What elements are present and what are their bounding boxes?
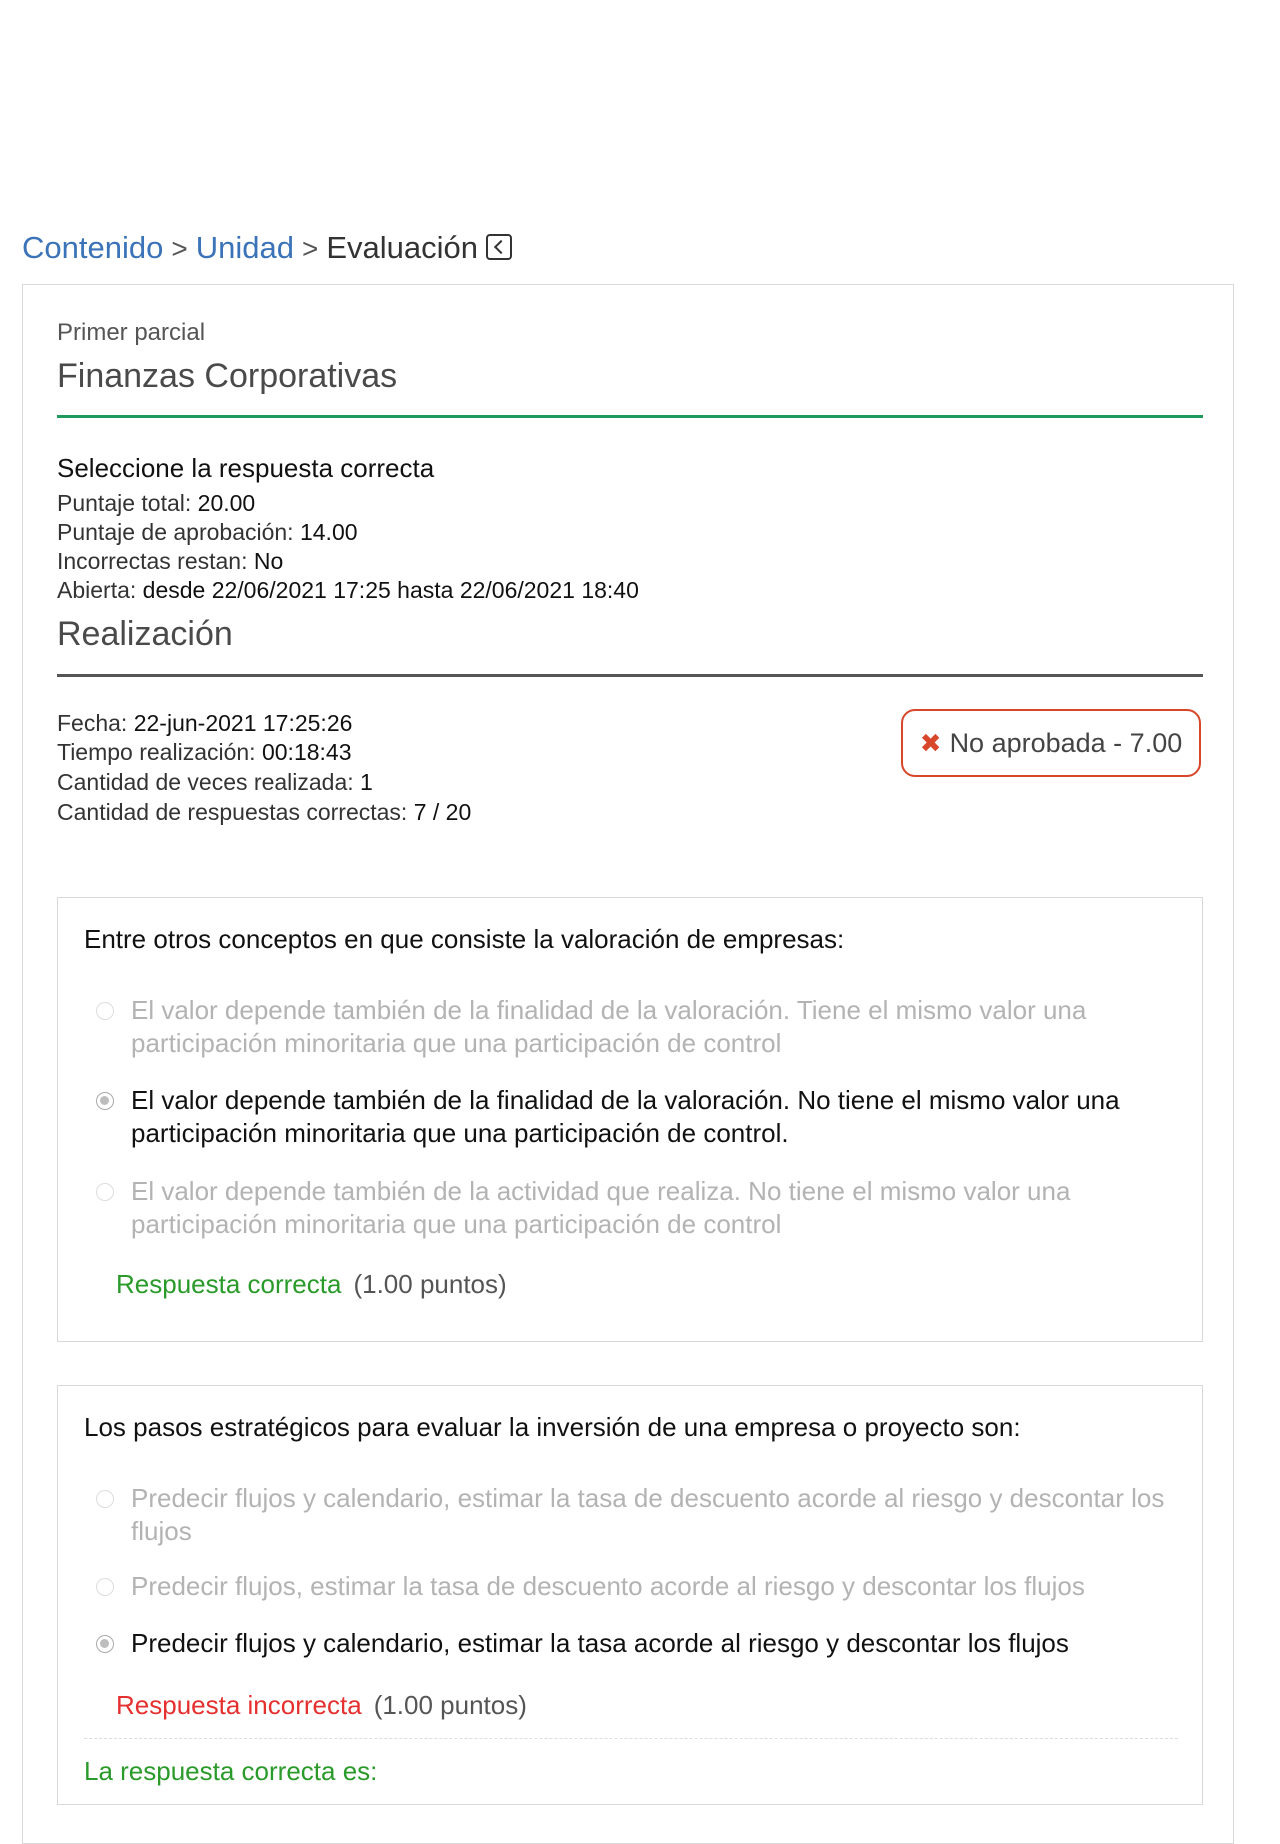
answer-option[interactable] xyxy=(96,1627,1176,1660)
negative-marking-value: No xyxy=(253,548,284,574)
points-label: (1.00 puntos) xyxy=(373,1690,527,1720)
divider xyxy=(57,415,1203,418)
status-badge xyxy=(901,709,1201,777)
attempt-duration xyxy=(57,739,352,766)
radio-button[interactable] xyxy=(96,1578,114,1596)
question-text: Los pasos estratégicos para evaluar la inversión de una empresa o proyecto son: xyxy=(84,1412,1021,1442)
radio-button[interactable] xyxy=(96,1183,114,1201)
section-title: Realización xyxy=(57,615,233,653)
answer-option[interactable] xyxy=(96,1570,1176,1603)
radio-button[interactable] xyxy=(96,1635,114,1653)
correct-count-value: 7 / 20 xyxy=(413,799,472,825)
answer-option[interactable] xyxy=(96,994,1176,1060)
attempt-date-value: 22-jun-2021 17:25:26 xyxy=(133,710,353,736)
result-label: Respuesta correcta xyxy=(116,1269,342,1299)
evaluation-title: Finanzas Corporativas xyxy=(57,357,398,395)
pass-score-value: 14.00 xyxy=(299,519,358,545)
correct-answer-intro: La respuesta correcta es: xyxy=(84,1756,378,1786)
points-label: (1.00 puntos) xyxy=(353,1269,507,1299)
total-score xyxy=(57,490,255,517)
answer-option-label: El valor depende también de la actividad que realiza. No tiene el mismo valor una participación minoritaria que una participación de control xyxy=(131,1176,1071,1239)
attempt-date-label: Fecha: xyxy=(57,710,128,736)
negative-marking xyxy=(57,548,283,575)
radio-button[interactable] xyxy=(96,1490,114,1508)
correct-count-label: Cantidad de respuestas correctas: xyxy=(57,799,408,825)
answer-option[interactable] xyxy=(96,1175,1176,1241)
question-card xyxy=(57,897,1203,1342)
breadcrumb-separator: > xyxy=(171,233,188,264)
attempt-count-value: 1 xyxy=(360,769,373,795)
breadcrumb-unidad-link[interactable]: Unidad xyxy=(195,230,294,265)
radio-button[interactable] xyxy=(96,1092,114,1110)
total-score-label: Puntaje total: xyxy=(57,490,192,516)
answer-option-label: El valor depende también de la finalidad de la valoración. Tiene el mismo valor una participación minoritaria que una participación de control xyxy=(131,995,1087,1058)
answer-option-label: El valor depende también de la finalidad de la valoración. No tiene el mismo valor una participación minoritaria que una participación de control. xyxy=(131,1085,1120,1148)
attempt-count xyxy=(57,769,373,796)
question-text: Entre otros conceptos en que consiste la valoración de empresas: xyxy=(84,924,845,954)
open-window xyxy=(57,577,639,604)
breadcrumb xyxy=(22,228,512,269)
evaluation-kicker: Primer parcial xyxy=(57,319,206,346)
question-card xyxy=(57,1385,1203,1805)
answer-option[interactable] xyxy=(96,1084,1176,1150)
attempt-duration-label: Tiempo realización: xyxy=(57,739,256,765)
evaluation-card xyxy=(22,284,1234,1844)
answer-result xyxy=(116,1690,527,1721)
divider xyxy=(57,674,1203,677)
close-icon: ✖ xyxy=(919,727,942,758)
collapse-icon[interactable] xyxy=(486,234,512,260)
pass-score-label: Puntaje de aprobación: xyxy=(57,519,294,545)
result-label: Respuesta incorrecta xyxy=(116,1690,362,1720)
breadcrumb-separator: > xyxy=(301,233,319,264)
open-window-label: Abierta: xyxy=(57,577,137,603)
answer-option-label: Predecir flujos y calendario, estimar la tasa de descuento acorde al riesgo y descontar los flujos xyxy=(131,1483,1165,1546)
answer-option-label: Predecir flujos y calendario, estimar la tasa acorde al riesgo y descontar los flujos xyxy=(131,1628,1069,1658)
radio-button[interactable] xyxy=(96,1002,114,1020)
correct-count xyxy=(57,799,471,826)
attempt-date xyxy=(57,710,352,737)
breadcrumb-current: Evaluación xyxy=(326,230,478,265)
status-text: No aprobada - 7.00 xyxy=(949,727,1183,758)
answer-option-label: Predecir flujos, estimar la tasa de descuento acorde al riesgo y descontar los flujos xyxy=(131,1571,1085,1601)
answer-result xyxy=(116,1269,507,1300)
breadcrumb-contenido-link[interactable]: Contenido xyxy=(22,230,164,265)
attempt-count-label: Cantidad de veces realizada: xyxy=(57,769,354,795)
attempt-duration-value: 00:18:43 xyxy=(261,739,352,765)
instruction-text: Seleccione la respuesta correcta xyxy=(57,453,435,483)
open-window-value: desde 22/06/2021 17:25 hasta 22/06/2021 18:40 xyxy=(142,577,639,603)
pass-score xyxy=(57,519,358,546)
total-score-value: 20.00 xyxy=(197,490,256,516)
answer-option[interactable] xyxy=(96,1482,1176,1548)
negative-marking-label: Incorrectas restan: xyxy=(57,548,248,574)
divider xyxy=(84,1738,1178,1739)
